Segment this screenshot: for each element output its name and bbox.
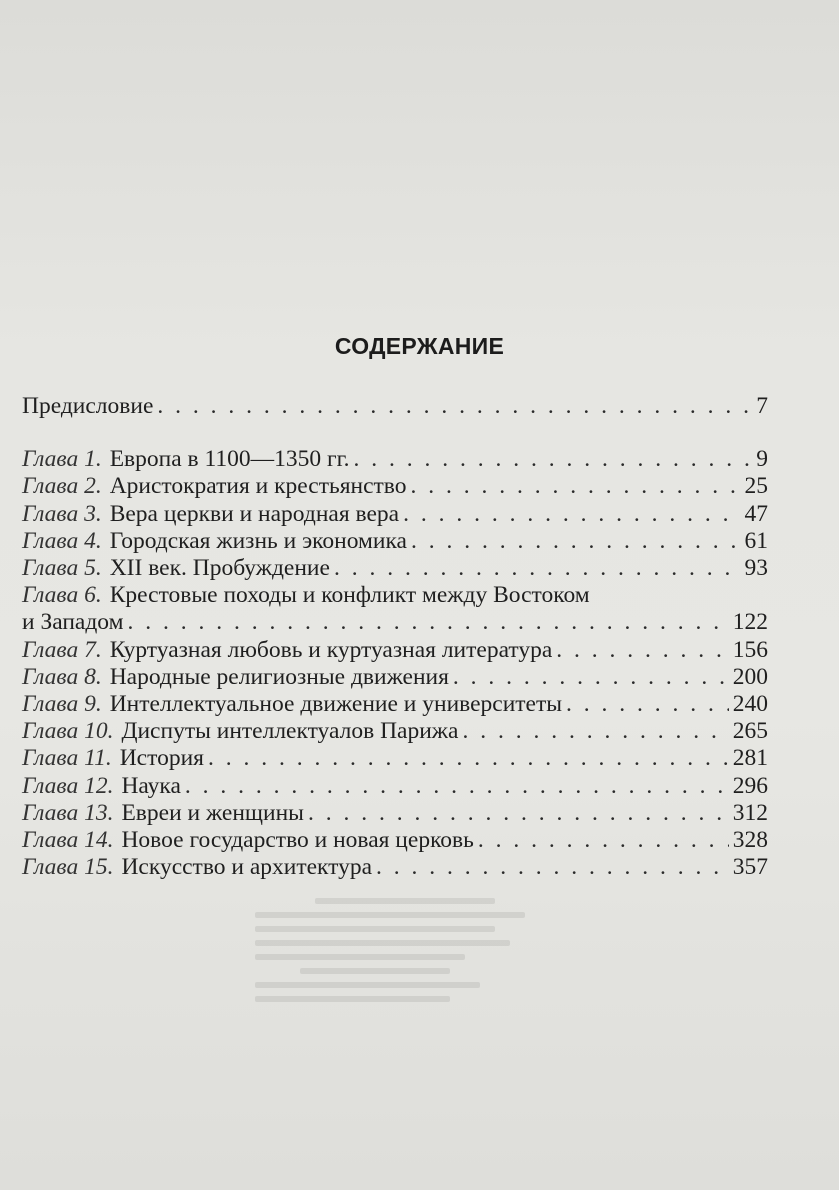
toc-entry-title: Интеллектуальное движение и университеты	[109, 691, 563, 718]
dot-leader	[403, 501, 740, 528]
chapter-label: Глава 8.	[22, 663, 102, 690]
toc-entry-page: 122	[732, 609, 768, 636]
toc-entry	[22, 773, 768, 800]
toc-entry	[22, 691, 768, 718]
toc-entry	[22, 800, 768, 827]
toc-entry-page: 328	[732, 827, 768, 854]
toc-entry-page: 61	[744, 527, 768, 554]
toc-entry	[22, 637, 768, 664]
toc-entry-title: Предисловие	[22, 393, 154, 419]
toc-entry-page: 7	[756, 393, 768, 419]
toc-entry-page: 9	[756, 446, 768, 473]
dot-leader	[354, 446, 753, 473]
chapter-label: Глава 9.	[22, 691, 102, 718]
toc-entry-title-continued: и Западом	[22, 609, 124, 636]
toc-entry	[22, 528, 768, 555]
dot-leader	[462, 718, 728, 745]
toc-entry-continuation	[22, 609, 768, 636]
toc-entry	[22, 501, 768, 528]
page-title: СОДЕРЖАНИЕ	[334, 333, 505, 359]
chapter-label: Глава 4.	[22, 527, 102, 554]
toc-entry-title: Вера церкви и народная вера	[109, 500, 400, 527]
toc-entry-title: Наука	[121, 772, 181, 799]
table-of-contents	[22, 393, 768, 881]
toc-entry-page: 25	[744, 473, 768, 500]
toc-entry-title: Крестовые походы и конфликт между Востоком	[109, 582, 590, 609]
chapter-label: Глава 10.	[22, 718, 114, 745]
dot-leader	[566, 691, 729, 718]
toc-entry	[22, 827, 768, 854]
toc-entry-title: Евреи и женщины	[121, 799, 304, 826]
chapter-label: Глава 12.	[22, 772, 114, 799]
chapter-label: Глава 11.	[22, 745, 112, 772]
dot-leader	[127, 609, 728, 636]
toc-entry-page: 296	[732, 772, 768, 799]
toc-entry-page: 265	[732, 718, 768, 745]
toc-entry-page: 312	[732, 799, 768, 826]
toc-entry-title: Новое государство и новая церковь	[121, 827, 474, 854]
dot-leader	[453, 664, 729, 691]
toc-entry	[22, 473, 768, 500]
toc-entry	[22, 446, 768, 473]
chapter-label: Глава 2.	[22, 473, 102, 500]
toc-entry	[22, 664, 768, 691]
toc-entry-title: Народные религиозные движения	[109, 663, 449, 690]
dot-leader	[208, 745, 729, 772]
toc-entry	[22, 718, 768, 745]
chapter-label: Глава 15.	[22, 854, 114, 881]
dot-leader	[376, 854, 729, 881]
dot-leader	[334, 555, 741, 582]
dot-leader	[410, 473, 740, 500]
toc-entry-title: Европа в 1100—1350 гг.	[109, 446, 350, 473]
show-through-text	[255, 890, 555, 1010]
toc-entry-title: Искусство и архитектура	[121, 854, 373, 881]
toc-entry-page: 93	[744, 555, 768, 582]
dot-leader	[478, 827, 729, 854]
chapter-label: Глава 7.	[22, 636, 102, 663]
toc-entry-title: XII век. Пробуждение	[109, 555, 330, 582]
toc-entry-page: 357	[732, 854, 768, 881]
toc-entry-page: 47	[744, 500, 768, 527]
toc-entry-title: Диспуты интеллектуалов Парижа	[121, 718, 459, 745]
chapter-label: Глава 1.	[22, 446, 102, 473]
chapter-label: Глава 5.	[22, 555, 102, 582]
toc-entry-title: Городская жизнь и экономика	[109, 527, 407, 554]
toc-entry-page: 240	[732, 691, 768, 718]
toc-entry-preface	[22, 393, 768, 420]
toc-entry	[22, 555, 768, 582]
chapter-label: Глава 6.	[22, 582, 102, 609]
dot-leader	[411, 528, 741, 555]
toc-entry	[22, 854, 768, 881]
toc-entry	[22, 745, 768, 772]
toc-entry	[22, 582, 768, 609]
chapter-label: Глава 14.	[22, 827, 114, 854]
dot-leader	[157, 393, 752, 420]
toc-entry-page: 156	[732, 636, 768, 663]
toc-entry-page: 200	[732, 663, 768, 690]
toc-entry-title: Куртуазная любовь и куртуазная литература	[109, 636, 553, 663]
toc-entry-page: 281	[732, 745, 768, 772]
dot-leader	[556, 637, 728, 664]
toc-entry-title: Аристократия и крестьянство	[109, 473, 407, 500]
dot-leader	[308, 800, 729, 827]
chapter-label: Глава 3.	[22, 500, 102, 527]
chapter-label: Глава 13.	[22, 799, 114, 826]
dot-leader	[185, 773, 729, 800]
toc-entry-title: История	[119, 745, 204, 772]
